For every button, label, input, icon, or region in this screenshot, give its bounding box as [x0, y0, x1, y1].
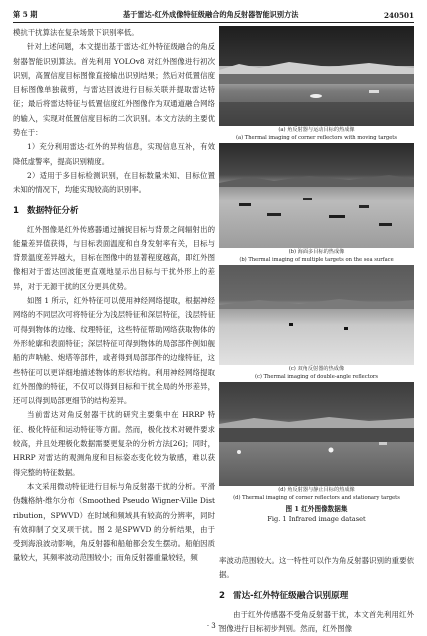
- issue-number: 第 5 期: [13, 10, 38, 19]
- figure-title-en: Fig. 1 Infrared image dataset: [267, 515, 366, 523]
- panel-caption-en: (b) Thermal imaging of multiple targets on the sea surface: [239, 257, 394, 263]
- thermal-image-b: [219, 143, 414, 248]
- thermal-image-d: [219, 382, 414, 486]
- paragraph: 红外图像是红外传感器通过捕捉目标与背景之间辐射出的能量差异值获得，与目标表面温度和自身发射率有关，目标与背景温度差异越大，目标在图像中的显著程度越高，即红外图像相对于雷达回波能更直观地显示出目标与干扰外形上的差异，对于无源干扰的区分更具优势。: [13, 224, 215, 291]
- paragraph: 如图 1 所示，红外特征可以使用神经网络提取，根据神经网络的不同层次可将特征分为浅层特征和深层特征，浅层特征可得到物体的边缘、纹理特征，这些特征帮助网络获取物体的外形轮廓和表面特征；深层特征可得到物体的局部部件例如舰船的声呐舱、炮塔等部件，或者得到局部部件的边缘特征，这些特征可以更详细地描述物体的形状结构。利用神经网络提取红外图像的特征，不仅可以得到目标和干扰全局的外形差异，还可以得到局部更细节的结构差异。: [13, 296, 215, 406]
- paragraph: 模抗干扰算法在复杂场景下识别率低。: [13, 28, 139, 37]
- figure-panel-b: [219, 143, 414, 264]
- paragraph: 当前雷达对角反射器干扰的研究主要集中在 HRRP 特征、极化特征和运动特征等方面。然而，极化技术对硬件要求较高，并且处理极化数据需要更复杂的分析方法[26]；同时，HRRP 对雷达的观测角度和目标姿态变化较为敏感，难以获得完整的特征数据。: [13, 410, 215, 477]
- running-header: [13, 9, 414, 21]
- thermal-image-c: [219, 265, 414, 365]
- section-number: 2: [219, 590, 225, 601]
- section-number: 1: [13, 205, 19, 216]
- panel-caption-zh: (c) 双角反射器的热成像: [288, 366, 345, 372]
- page-number: · 3 ·: [206, 622, 221, 630]
- panel-caption-zh: (b) 海面多目标的热成像: [288, 249, 345, 255]
- paragraph: 针对上述问题，本文提出基于雷达-红外特征级融合的角反射器智能识别算法。首先利用 YOLOv8 对红外图像进行初次识别，高置信度目标图像直接输出识别结果；然后对低置信度目标图像单独裁剪，与雷达回波进行目标关联并提取雷达特征；最后将雷达特征与低置信度红外图像作为双通道融合网络的输入，实现对低置信度目标的二次识别。本文方法的主要优势在于：: [13, 42, 215, 138]
- figure-title: [219, 504, 414, 524]
- figure-panel-c: [219, 265, 414, 381]
- section-heading: [219, 590, 414, 602]
- panel-caption-en: (d) Thermal imaging of corner reflectors and stationary targets: [233, 495, 400, 501]
- journal-running-title: 基于雷达-红外成像特征级融合的角反射器智能识别方法: [122, 10, 299, 19]
- thermal-image-a: [219, 26, 414, 126]
- paragraph: 由于红外传感器不受角反射器干扰，本文首先利用红外图像进行目标初步判别。然而，红外图像: [219, 609, 414, 633]
- panel-caption-en: (a) Thermal imaging of corner reflectors with moving targets: [235, 135, 398, 141]
- left-column: [13, 26, 215, 566]
- section-title: 数据特征分析: [26, 205, 79, 216]
- section-title: 雷达-红外特征级融合识别原理: [232, 590, 349, 601]
- panel-caption-zh: (a) 角反射器与运动目标的热成像: [278, 127, 355, 133]
- figure-panel-d: [219, 382, 414, 502]
- paragraph: 本文采用微动特征进行目标与角反射器干扰的分析。平滑伪魏格纳-维尔分布（Smoothed Pseudo Wigner-Ville Distribution，SPWVD）在时域和频域具有较高的分辨率，同时有效抑制了交叉项干扰。图 2 是SPWVD 的分析结果，由于受到海浪波动影响，角反射器和船舶都会发生摆动。船舶因质量较大，其频率波动范围较小；而角反射器重量较轻，频: [13, 481, 215, 563]
- article-number: 240501: [383, 10, 414, 20]
- figure-1: [219, 26, 414, 524]
- header-rule: [13, 22, 414, 23]
- section-heading: [13, 205, 215, 217]
- paragraph: 1）充分利用雷达-红外的异构信息，实现信息互补，有效降低虚警率，提高识别精度。: [13, 142, 215, 166]
- panel-caption-en: (c) Thermal imaging of double-angle reflectors: [255, 374, 378, 380]
- figure-panel-a: [219, 26, 414, 142]
- paragraph: 率波动范围较大。这一特性可以作为角反射器识别的重要依据。: [219, 556, 414, 580]
- panel-caption-zh: (d) 角反射器与静止目标的热成像: [278, 487, 355, 493]
- figure-title-zh: 图 1 红外图像数据集: [285, 505, 348, 513]
- paragraph: 2）适用于多目标检测识别，在目标数量未知、目标位置未知的情况下，均能实现较高的识别率。: [13, 170, 215, 195]
- right-column: [219, 26, 414, 524]
